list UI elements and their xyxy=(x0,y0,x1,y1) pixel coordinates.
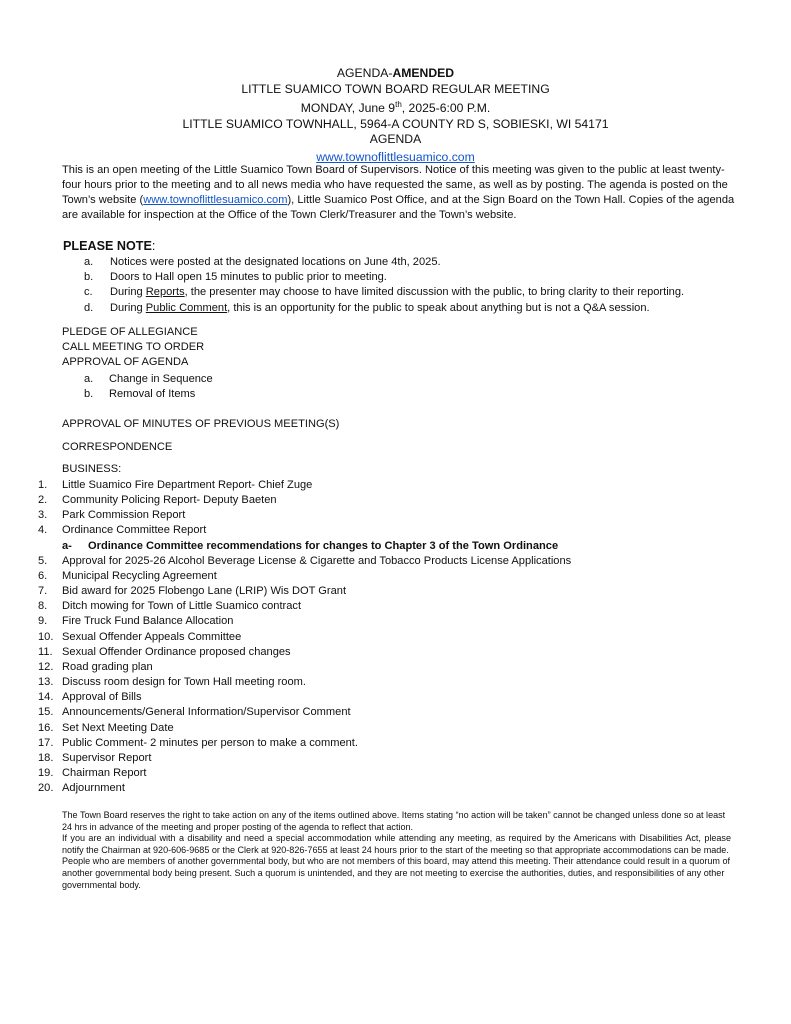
list-item xyxy=(38,736,571,751)
item-number: 8. xyxy=(38,600,48,613)
list-item xyxy=(38,751,571,766)
list-item xyxy=(38,630,571,645)
note-underlined-public-comment: Public Comment xyxy=(145,301,228,314)
meeting-date xyxy=(0,97,791,117)
intro-text-2: ), Little Suamico Post Office, and at the Sign Board on the Town Hall. Copies of the agenda are available for inspection at the Office of the Town Clerk/Treasurer and the Town’s website. xyxy=(62,194,735,222)
item-text: Removal of Items xyxy=(109,388,196,401)
note-item xyxy=(84,270,684,285)
list-item xyxy=(38,584,571,599)
note-text-post: , this is an opportunity for the public to speak about anything but is not a Q&A session. xyxy=(227,301,650,314)
list-item xyxy=(38,675,571,690)
list-item xyxy=(38,569,571,584)
note-text-pre: During xyxy=(110,301,146,314)
title-prefix: AGENDA- xyxy=(336,66,393,80)
list-item xyxy=(38,766,571,781)
item-number: 6. xyxy=(38,569,48,582)
approval-minutes-heading: APPROVAL OF MINUTES OF PREVIOUS MEETING(S) xyxy=(62,418,340,430)
item-text: Ordinance Committee Report xyxy=(62,524,207,537)
list-subitem xyxy=(38,539,571,554)
item-number: 9. xyxy=(38,615,48,628)
list-item xyxy=(38,781,571,796)
agenda-label: AGENDA xyxy=(369,132,422,147)
item-text: Park Commission Report xyxy=(62,509,186,522)
item-text: Chairman Report xyxy=(62,766,147,779)
item-text: Road grading plan xyxy=(62,660,153,673)
meeting-name: LITTLE SUAMICO TOWN BOARD REGULAR MEETING xyxy=(241,81,550,96)
meeting-location: LITTLE SUAMICO TOWNHALL, 5964-A COUNTY RD S, SOBIESKI, WI 54171 xyxy=(182,116,609,131)
item-text: Ordinance Committee recommendations for changes to Chapter 3 of the Town Ordinance xyxy=(88,539,559,552)
footer-quorum-note: People who are members of another governmental body, but who are not members of this board, may attend this meeting. Their attendance could result in a quorum of another governmental body being present. Such a quorum is unintended, and they are not meeting to exercise the authorities, duties, and responsibilities of any other governmental body. xyxy=(62,856,730,890)
footer-notes xyxy=(62,810,731,891)
agenda-approval-list xyxy=(84,372,213,402)
footer-ada-note: If you are an individual with a disability and need a special accommodation while attending any meeting, as required by the Americans with Disabilities Act, please notify the Chairman at 920-606-9685 or the Clerk at 920-826-7655 at least 24 hours prior to the start of the meeting so that appropriate accommodations can be made. xyxy=(62,833,731,855)
item-letter: a- xyxy=(62,539,72,552)
item-text: Discuss room design for Town Hall meeting room. xyxy=(62,676,306,689)
item-number: 20. xyxy=(38,782,54,795)
list-item xyxy=(38,508,571,523)
business-heading: BUSINESS: xyxy=(62,463,122,475)
item-text: Set Next Meeting Date xyxy=(62,721,174,734)
call-to-order-heading: CALL MEETING TO ORDER xyxy=(62,341,205,353)
item-number: 14. xyxy=(38,691,54,704)
note-letter: d. xyxy=(84,301,94,314)
list-item xyxy=(38,599,571,614)
business-list xyxy=(38,478,571,796)
item-number: 15. xyxy=(38,706,54,719)
item-number: 13. xyxy=(38,676,54,689)
pledge-heading: PLEDGE OF ALLEGIANCE xyxy=(62,326,198,338)
note-underlined-reports: Reports xyxy=(145,286,185,299)
item-text: Sexual Offender Appeals Committee xyxy=(62,630,242,643)
date-ordinal: th xyxy=(395,100,402,110)
list-item xyxy=(38,478,571,493)
intro-text-1: This is an open meeting of the Little Suamico Town Board of Supervisors. Notice of this meeting was given to the public at least twenty-four hours prior to the meeting and to all news media who have requested the same, as well as by posting. The agenda is posted on the Town’s website ( xyxy=(62,164,728,207)
item-number: 5. xyxy=(38,554,48,567)
item-text: Fire Truck Fund Balance Allocation xyxy=(62,615,234,628)
item-number: 12. xyxy=(38,660,54,673)
item-text: Approval for 2025-26 Alcohol Beverage License & Cigarette and Tobacco Products License Applications xyxy=(62,554,572,567)
note-text-post: , the presenter may choose to have limited discussion with the public, to bring clarity to their reporting. xyxy=(184,286,685,299)
item-text: Municipal Recycling Agreement xyxy=(62,569,217,582)
list-item xyxy=(38,523,571,538)
item-number: 18. xyxy=(38,751,54,764)
item-text: Little Suamico Fire Department Report- Chief Zuge xyxy=(62,479,313,491)
please-note-title: PLEASE NOTE xyxy=(63,239,152,253)
list-item xyxy=(38,660,571,675)
agenda-header xyxy=(0,66,791,166)
item-number: 3. xyxy=(38,509,48,522)
please-note-list xyxy=(84,255,684,316)
list-item xyxy=(38,690,571,705)
list-item xyxy=(38,554,571,569)
header-title xyxy=(0,66,791,82)
intro-paragraph xyxy=(62,163,738,223)
please-note-heading xyxy=(63,239,155,253)
note-item xyxy=(84,255,684,270)
item-text: Sexual Offender Ordinance proposed changes xyxy=(62,645,291,658)
please-note-colon: : xyxy=(151,239,156,253)
item-text: Supervisor Report xyxy=(62,751,152,764)
item-number: 11. xyxy=(38,645,53,658)
list-item xyxy=(38,705,571,720)
list-item xyxy=(38,493,571,508)
item-number: 1. xyxy=(38,479,48,491)
item-letter: a. xyxy=(84,373,94,385)
note-text: Notices were posted at the designated locations on June 4th, 2025. xyxy=(110,256,441,268)
item-text: Public Comment- 2 minutes per person to make a comment. xyxy=(62,736,358,749)
item-text: Approval of Bills xyxy=(62,691,142,704)
item-text: Change in Sequence xyxy=(109,373,213,385)
approval-agenda-heading: APPROVAL OF AGENDA xyxy=(62,356,189,368)
item-text: Adjournment xyxy=(62,782,125,795)
item-number: 19. xyxy=(38,766,54,779)
item-text: Bid award for 2025 Flobengo Lane (LRIP) Wis DOT Grant xyxy=(62,585,347,598)
date-prefix: MONDAY, June 9 xyxy=(300,101,396,116)
item-text: Ditch mowing for Town of Little Suamico contract xyxy=(62,600,302,613)
list-item xyxy=(38,721,571,736)
note-letter: c. xyxy=(84,286,93,299)
note-letter: a. xyxy=(84,256,94,268)
note-text: Doors to Hall open 15 minutes to public prior to meeting. xyxy=(110,271,387,284)
list-item xyxy=(38,645,571,660)
website-link[interactable]: www.townoflittlesuamico.com xyxy=(316,150,475,165)
item-number: 2. xyxy=(38,494,48,507)
item-number: 7. xyxy=(38,585,48,598)
note-item xyxy=(84,285,684,300)
intro-website-link[interactable]: www.townoflittlesuamico.com xyxy=(143,194,288,207)
item-letter: b. xyxy=(84,388,94,401)
date-suffix: , 2025-6:00 P.M. xyxy=(401,101,491,116)
item-number: 16. xyxy=(38,721,54,734)
item-text: Announcements/General Information/Supervisor Comment xyxy=(62,706,351,719)
agenda-approval-item xyxy=(84,387,213,402)
item-number: 10. xyxy=(38,630,54,643)
item-text: Community Policing Report- Deputy Baeten xyxy=(62,494,277,507)
amended-label: AMENDED xyxy=(392,66,455,80)
item-number: 4. xyxy=(38,524,48,537)
correspondence-heading: CORRESPONDENCE xyxy=(62,441,173,453)
note-text-pre: During xyxy=(110,286,146,299)
agenda-approval-item xyxy=(84,372,213,387)
list-item xyxy=(38,614,571,629)
note-item xyxy=(84,301,684,316)
footer-action-note: The Town Board reserves the right to take action on any of the items outlined above. Items stating “no action will be taken” cannot be changed unless done so at least 24 hrs in advance of the meeting and proper posting of the agenda to reflect that action. xyxy=(62,810,726,832)
item-number: 17. xyxy=(38,736,54,749)
note-letter: b. xyxy=(84,271,94,284)
